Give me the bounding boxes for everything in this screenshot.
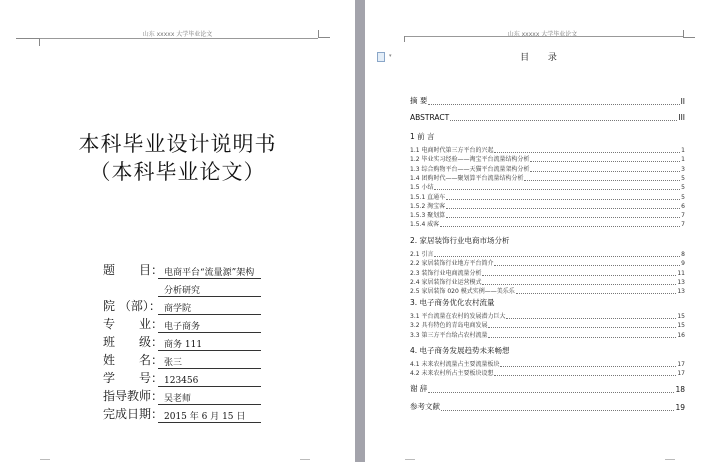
toc-entry-text: 3.3 第三方平台给占农村流量 — [410, 331, 488, 339]
toc-entry[interactable] — [410, 145, 685, 154]
field-value: 分析研究 — [158, 283, 261, 297]
toc-leader — [434, 256, 680, 257]
toc-entry[interactable] — [410, 95, 685, 106]
toc-entry[interactable] — [410, 368, 685, 377]
toc-entry-text: 2.3 装饰行业电商流量分析 — [410, 269, 482, 277]
toc-leader — [500, 366, 676, 367]
cover-page — [0, 0, 355, 462]
toc-leader — [446, 217, 680, 218]
toc-entry[interactable] — [410, 286, 685, 295]
toc-leader — [428, 104, 679, 105]
toc-entry-page: 5 — [681, 184, 685, 192]
toc-entry-page: II — [680, 97, 685, 106]
toc-leader — [530, 161, 680, 162]
toc-leader — [506, 318, 676, 319]
toc-entry-page: 6 — [681, 202, 685, 210]
toc-entry-text: ABSTRACT — [410, 113, 450, 122]
toc-entry-text: 4.2 未来农村所占主要板块设想 — [410, 370, 494, 378]
form-field — [103, 332, 203, 350]
toc-entry-text: 谢 辞 — [410, 384, 428, 393]
field-value: 吴老师 — [158, 391, 261, 405]
toc-entry-text: 2.1 引言 — [410, 251, 434, 258]
form-field — [103, 350, 183, 368]
toc-section-heading: 1 前 言 — [410, 132, 435, 141]
cover-title: 本科毕业设计说明书 — [78, 132, 277, 156]
toc-entry[interactable] — [410, 330, 685, 339]
field-label: 指导教师： — [103, 389, 164, 403]
field-label: 院 （部）： — [103, 299, 161, 313]
toc-entry-page: 15 — [677, 322, 685, 330]
form-field — [103, 404, 246, 422]
toc-section-heading: 3. 电子商务优化农村流量 — [410, 298, 495, 307]
toc-entry-text: 2.5 家居装饰 020 模式实例——美乐乐 — [410, 288, 515, 296]
toc-entry[interactable] — [410, 268, 685, 277]
toc-entry-page: 17 — [677, 370, 685, 378]
toc-entry-text: 1.4 团购时代——聚划算平台流量结构分析 — [410, 174, 524, 182]
form-field — [103, 314, 201, 332]
page-header: 山东 xxxxx 大学毕业论文 — [142, 31, 213, 38]
toc-entry-text: 1.5.4 威客 — [410, 221, 440, 229]
field-value: 电子商务 — [158, 319, 261, 333]
margin-mark — [393, 36, 405, 42]
toc-entry[interactable] — [410, 359, 685, 368]
toc-entry[interactable] — [410, 277, 685, 286]
toc-section-heading: 2. 家居装饰行业电商市场分析 — [410, 236, 510, 245]
toc-entry-page: 7 — [681, 221, 685, 229]
field-label: 完成日期： — [103, 407, 164, 421]
toc-entry-text: 4.1 未来农村流量占主要流量板块 — [410, 361, 500, 368]
toc-leader — [488, 327, 676, 328]
toc-leader — [446, 208, 680, 209]
toc-entry[interactable] — [410, 219, 685, 228]
toc-leader — [494, 152, 680, 153]
toc-page — [365, 0, 720, 462]
toc-entry-page: 7 — [681, 212, 685, 220]
field-value: 商务 111 — [158, 337, 261, 351]
toc-leader — [446, 199, 680, 200]
toc-leader — [441, 410, 674, 411]
toc-leader — [482, 275, 676, 276]
toc-entry-text: 1.2 毕业实习经验——淘宝平台流量结构分析 — [410, 156, 530, 164]
toc-entry-text: 2.2 家居装饰行业地方平台简介 — [410, 260, 494, 268]
toc-entry-page: 5 — [681, 193, 685, 201]
toc-entry-page: 9 — [681, 260, 685, 268]
toc-entry-text: 1.5 小结 — [410, 184, 434, 192]
toc-leader — [494, 265, 680, 266]
toc-entry-text: 2.4 家居装饰行业运营模式 — [410, 278, 482, 286]
toc-leader — [494, 375, 676, 376]
form-field — [103, 368, 199, 386]
toc-leader — [488, 337, 676, 338]
toc-entry-text: 1.3 综合购物平台——天猫平台流量架构分析 — [410, 165, 530, 173]
toc-entry[interactable] — [410, 154, 685, 163]
toc-leader — [450, 120, 677, 121]
toc-entry[interactable] — [410, 192, 685, 201]
toc-entry-text: 1.5.1 直通车 — [410, 193, 446, 201]
toc-entry-text: 3.2 具有特色的青岛电商发展 — [410, 322, 488, 330]
field-label: 姓 名： — [103, 353, 164, 367]
form-field — [103, 278, 201, 296]
chevron-down-icon[interactable]: ▾ — [389, 53, 392, 59]
toc-entry-text: 3.1 平台流量在农村的发展潜力巨大 — [410, 313, 506, 320]
margin-mark — [16, 38, 40, 46]
cover-subtitle: （本科毕业论文） — [89, 160, 266, 184]
field-label: 专 业： — [103, 317, 164, 331]
field-value: 123456 — [158, 376, 261, 387]
toc-leader — [530, 171, 680, 172]
toc-entry-page: 11 — [677, 269, 685, 277]
margin-mark — [683, 30, 695, 38]
toc-entry-page: 5 — [681, 174, 685, 182]
toc-leader — [524, 180, 680, 181]
toc-leader — [482, 284, 676, 285]
toc-entry-page: III — [678, 113, 685, 122]
toc-entry[interactable] — [410, 383, 685, 394]
toc-entry-text: 1.5.2 淘宝客 — [410, 202, 446, 210]
toc-entry-page: 16 — [677, 331, 685, 339]
toc-entry[interactable] — [410, 320, 685, 329]
toc-entry[interactable] — [410, 249, 685, 258]
toc-entry-text: 摘 要 — [410, 96, 428, 105]
field-value: 张三 — [158, 355, 261, 369]
form-field — [103, 386, 192, 404]
toc-leader — [434, 189, 680, 190]
toc-entry-page: 1 — [681, 156, 685, 164]
toc-entry-page: 19 — [675, 403, 685, 412]
toc-entry[interactable] — [410, 173, 685, 182]
header-line — [405, 36, 683, 37]
toc-entry[interactable] — [410, 258, 685, 267]
margin-mark — [318, 30, 330, 38]
toc-entry-text: 1.1 电商时代第三方平台的兴起 — [410, 147, 494, 154]
toc-entry[interactable] — [410, 210, 685, 219]
toc-title: 目 录 — [520, 53, 565, 63]
field-label: 学 号： — [103, 371, 164, 385]
toc-entry-text: 参考文献 — [410, 402, 440, 411]
field-value: 2015 年 6 月 15 日 — [158, 409, 261, 423]
toc-entry-page: 1 — [681, 147, 685, 154]
toc-entry-page: 3 — [681, 165, 685, 173]
toc-entry[interactable] — [410, 401, 685, 412]
toc-entry-page: 17 — [677, 361, 685, 368]
toc-entry-page: 15 — [677, 313, 685, 320]
toc-leader — [428, 392, 674, 393]
toc-entry[interactable] — [410, 311, 685, 320]
toc-entry-page: 13 — [677, 278, 685, 286]
toc-entry[interactable] — [410, 201, 685, 210]
toc-entry-text: 1.5.3 聚划算 — [410, 212, 446, 220]
toc-entry[interactable] — [410, 113, 685, 122]
toc-leader — [516, 293, 677, 294]
toc-entry[interactable] — [410, 164, 685, 173]
toc-section-heading: 4. 电子商务发展趋势未来畅想 — [410, 346, 510, 355]
field-value: 电商平台“流量源”架构 — [158, 265, 261, 279]
field-label: 班 级： — [103, 335, 164, 349]
toc-entry-page: 13 — [677, 288, 685, 296]
header-line — [40, 38, 318, 39]
toc-entry-page: 18 — [675, 385, 685, 394]
form-field — [103, 260, 255, 278]
page-header: 山东 xxxxx 大学毕业论文 — [507, 31, 578, 38]
toc-entry[interactable] — [410, 182, 685, 191]
toc-leader — [440, 226, 680, 227]
field-label: 题 目： — [103, 263, 164, 277]
field-value: 商学院 — [158, 301, 261, 315]
form-field — [103, 296, 192, 314]
toc-entry-page: 8 — [681, 251, 685, 258]
